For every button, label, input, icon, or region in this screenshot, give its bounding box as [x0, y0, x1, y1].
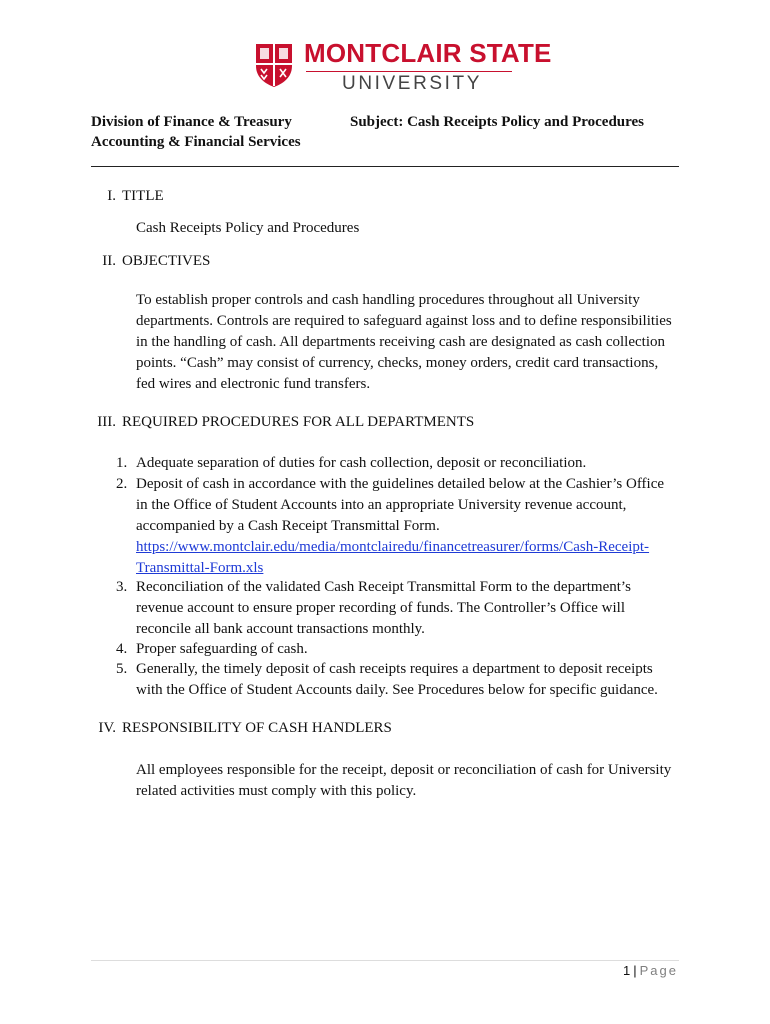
list-marker: 1. — [116, 455, 128, 471]
office-name: Accounting & Financial Services — [91, 134, 301, 150]
procedure-item-3-line: reconcile all bank account transactions monthly. — [136, 621, 425, 637]
responsibility-line: related activities must comply with this policy. — [136, 783, 417, 799]
objectives-line: in the handling of cash. All departments receiving cash are designated as cash collection — [136, 334, 665, 350]
list-marker: 5. — [116, 661, 128, 677]
page-number: 1 — [623, 963, 631, 978]
responsibility-line: All employees responsible for the receipt, deposit or reconciliation of cash for University — [136, 762, 672, 778]
procedure-item-3-line: Reconciliation of the validated Cash Receipt Transmittal Form to the department’s — [136, 579, 631, 595]
division-name: Division of Finance & Treasury — [91, 114, 292, 130]
header-divider — [91, 166, 679, 167]
procedure-item-1: Adequate separation of duties for cash collection, deposit or reconciliation. — [136, 455, 587, 471]
page-footer — [560, 961, 678, 981]
title-text: Cash Receipts Policy and Procedures — [136, 220, 360, 236]
section-numeral: II. — [102, 253, 116, 269]
procedure-item-2-line: Deposit of cash in accordance with the guidelines detailed below at the Cashier’s Office — [136, 476, 665, 492]
list-marker: 4. — [116, 641, 128, 657]
transmittal-form-link-continued[interactable]: Transmittal-Form.xls — [136, 560, 264, 576]
procedure-item-2-line: in the Office of Student Accounts into an appropriate University revenue account, — [136, 497, 627, 513]
procedure-item-5-line: with the Office of Student Accounts daily. See Procedures below for specific guidance. — [136, 682, 658, 698]
section-heading-objectives: OBJECTIVES — [122, 253, 211, 269]
section-heading-responsibility: RESPONSIBILITY OF CASH HANDLERS — [122, 720, 392, 736]
procedure-item-3-line: revenue account to ensure proper recording of funds. The Controller’s Office will — [136, 600, 626, 616]
footer-separator: | — [633, 963, 637, 978]
department-block — [91, 112, 301, 152]
objectives-line: points. “Cash” may consist of currency, checks, money orders, credit card transactions, — [136, 355, 659, 371]
objectives-line: To establish proper controls and cash handling procedures throughout all University — [136, 292, 640, 308]
page-label: Page — [639, 963, 678, 978]
logo-wordmark-secondary: UNIVERSITY — [342, 73, 483, 94]
section-heading-procedures: REQUIRED PROCEDURES FOR ALL DEPARTMENTS — [122, 414, 475, 430]
transmittal-form-link[interactable]: https://www.montclair.edu/media/montclairedu/financetreasurer/forms/Cash-Receipt- — [136, 539, 650, 555]
objectives-line: fed wires and electronic fund transfers. — [136, 376, 371, 392]
logo-divider — [306, 71, 512, 72]
section-numeral: III. — [97, 414, 116, 430]
subject-line: Subject: Cash Receipts Policy and Procedures — [350, 114, 645, 130]
list-marker: 3. — [116, 579, 128, 595]
list-marker: 2. — [116, 476, 128, 492]
procedure-item-4: Proper safeguarding of cash. — [136, 641, 308, 657]
university-logo — [254, 38, 552, 94]
objectives-line: departments. Controls are required to safeguard against loss and to define responsibilities — [136, 313, 672, 329]
section-numeral: I. — [107, 188, 116, 204]
logo-wordmark-primary: MONTCLAIR STATE — [304, 38, 552, 68]
procedure-item-5-line: Generally, the timely deposit of cash receipts requires a department to deposit receipts — [136, 661, 653, 677]
section-heading-title: TITLE — [122, 188, 164, 204]
shield-crest-icon — [254, 42, 294, 88]
section-numeral: IV. — [98, 720, 116, 736]
procedure-item-2-line: accompanied by a Cash Receipt Transmittal Form. — [136, 518, 440, 534]
